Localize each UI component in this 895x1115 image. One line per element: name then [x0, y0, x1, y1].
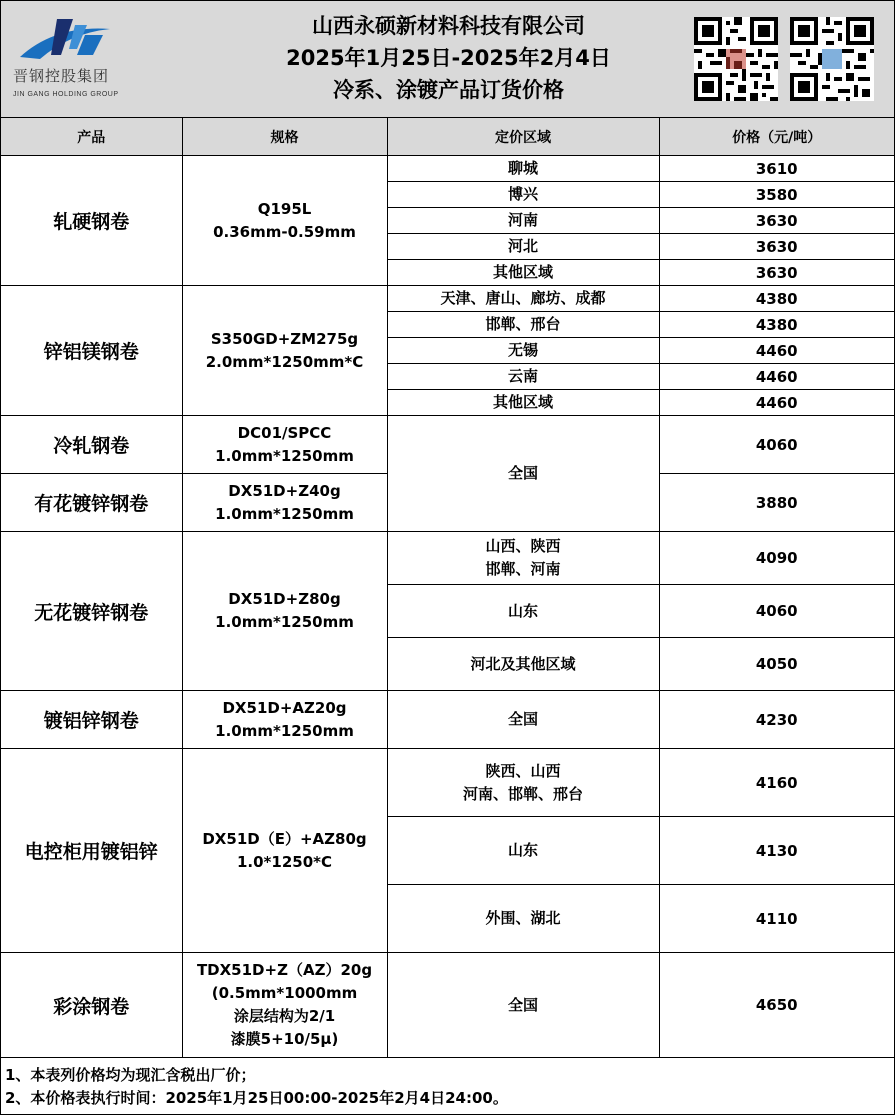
- spec-cell: [182, 749, 387, 953]
- price-cell: 4060: [659, 585, 894, 638]
- company-logo: [13, 15, 123, 105]
- price-cell: 4230: [659, 691, 894, 749]
- product-cell: 有花镀锌钢卷: [1, 474, 182, 532]
- spec-line: 0.36mm-0.59mm: [213, 222, 356, 241]
- product-cell: 镀铝锌钢卷: [1, 691, 182, 749]
- spec-line: 漆膜5+10/5μ): [230, 1030, 339, 1048]
- col-header-price: 价格（元/吨）: [659, 118, 894, 156]
- price-cell: 4110: [659, 885, 894, 953]
- table-row: [1, 749, 894, 817]
- price-cell: 4090: [659, 532, 894, 585]
- spec-cell: [182, 532, 387, 691]
- company-name: 山西永硕新材料科技有限公司: [312, 14, 585, 38]
- spec-line: 涂层结构为2/1: [233, 1007, 336, 1025]
- spec-line: DX51D+Z80g: [228, 590, 341, 608]
- col-header-product: 产品: [1, 118, 182, 156]
- note-line: 1、本表列价格均为现汇含税出厂价；: [5, 1066, 256, 1084]
- product-cell: 锌铝镁钢卷: [1, 286, 182, 416]
- price-cell: 3610: [659, 156, 894, 182]
- qr-code-icon: [694, 17, 778, 101]
- product-cell: 彩涂钢卷: [1, 953, 182, 1058]
- price-cell: 3630: [659, 208, 894, 234]
- spec-line: DC01/SPCC: [237, 423, 332, 442]
- logo-en-text: JIN GANG HOLDING GROUP: [13, 91, 119, 98]
- product-cell: 电控柜用镀铝锌: [1, 749, 182, 953]
- table-header-row: [1, 118, 894, 156]
- sheet-subtitle: 冷系、涂镀产品订货价格: [333, 78, 564, 102]
- spec-cell: [182, 691, 387, 749]
- region-cell: 邯郸、邢台: [387, 312, 659, 338]
- table-row: [1, 691, 894, 749]
- spec-line: (0.5mm*1000mm: [211, 984, 358, 1002]
- logo-cn-text: 晋钢控股集团: [13, 67, 110, 85]
- table-row: [1, 416, 894, 474]
- price-cell: 4380: [659, 286, 894, 312]
- notes: [1, 1058, 894, 1113]
- region-cell: 全国: [387, 691, 659, 749]
- title-block: [231, 10, 666, 106]
- price-cell: 3630: [659, 260, 894, 286]
- col-header-region: 定价区域: [387, 118, 659, 156]
- table-row: [1, 286, 894, 312]
- price-cell: 4460: [659, 338, 894, 364]
- spec-cell: [182, 416, 387, 474]
- price-cell: 3880: [659, 474, 894, 532]
- region-cell: 外围、湖北: [387, 885, 659, 953]
- price-cell: 4060: [659, 416, 894, 474]
- spec-cell: [182, 156, 387, 286]
- region-cell: 河北: [387, 234, 659, 260]
- spec-line: 1.0mm*1250mm: [215, 721, 354, 740]
- region-line: 山西、陕西: [485, 537, 561, 555]
- spec-line: 1.0mm*1250mm: [215, 446, 354, 465]
- region-cell: 无锡: [387, 338, 659, 364]
- spec-line: 1.0mm*1250mm: [215, 504, 354, 523]
- region-cell: 河南: [387, 208, 659, 234]
- region-cell: 全国: [387, 416, 659, 532]
- product-cell: 无花镀锌钢卷: [1, 532, 182, 691]
- region-cell: 山东: [387, 585, 659, 638]
- region-cell: 天津、唐山、廊坊、成都: [387, 286, 659, 312]
- region-cell: 全国: [387, 953, 659, 1058]
- price-cell: 3580: [659, 182, 894, 208]
- spec-line: S350GD+ZM275g: [210, 329, 359, 348]
- price-cell: 4650: [659, 953, 894, 1058]
- table-row: [1, 156, 894, 182]
- spec-line: 1.0mm*1250mm: [215, 613, 354, 631]
- price-cell: 4460: [659, 364, 894, 390]
- region-cell: 其他区域: [387, 260, 659, 286]
- region-line: 陕西、山西: [485, 761, 561, 780]
- spec-cell: [182, 286, 387, 416]
- col-header-spec: 规格: [182, 118, 387, 156]
- price-table: [1, 118, 894, 1058]
- region-line: 河南、邯郸、邢台: [462, 784, 583, 803]
- spec-line: 1.0*1250*C: [236, 852, 333, 871]
- spec-line: DX51D+AZ20g: [222, 698, 347, 717]
- product-cell: 轧硬钢卷: [1, 156, 182, 286]
- price-cell: 4380: [659, 312, 894, 338]
- spec-cell: [182, 474, 387, 532]
- region-cell: [387, 532, 659, 585]
- spec-line: TDX51D+Z（AZ）20g: [196, 961, 373, 979]
- header: [1, 1, 894, 118]
- qr-code-icon: [790, 17, 874, 101]
- price-cell: 3630: [659, 234, 894, 260]
- spec-line: DX51D+Z40g: [228, 481, 341, 500]
- price-cell: 4130: [659, 817, 894, 885]
- region-cell: 云南: [387, 364, 659, 390]
- region-cell: 其他区域: [387, 390, 659, 416]
- price-cell: 4160: [659, 749, 894, 817]
- note-line: 2、本价格表执行时间：2025年1月25日00:00-2025年2月4日24:00。: [5, 1089, 508, 1107]
- table-row: [1, 532, 894, 585]
- price-cell: 4460: [659, 390, 894, 416]
- region-cell: 博兴: [387, 182, 659, 208]
- region-cell: 河北及其他区域: [387, 638, 659, 691]
- product-cell: 冷轧钢卷: [1, 416, 182, 474]
- price-period: 2025年1月25日-2025年2月4日: [286, 46, 611, 70]
- price-cell: 4050: [659, 638, 894, 691]
- region-line: 邯郸、河南: [485, 560, 561, 578]
- spec-cell: [182, 953, 387, 1058]
- region-cell: 聊城: [387, 156, 659, 182]
- logo-mark-icon: [15, 15, 115, 65]
- spec-line: Q195L: [257, 199, 312, 218]
- table-row: [1, 953, 894, 1058]
- region-cell: 山东: [387, 817, 659, 885]
- region-cell: [387, 749, 659, 817]
- spec-line: DX51D（E）+AZ80g: [202, 829, 367, 848]
- spec-line: 2.0mm*1250mm*C: [205, 352, 364, 371]
